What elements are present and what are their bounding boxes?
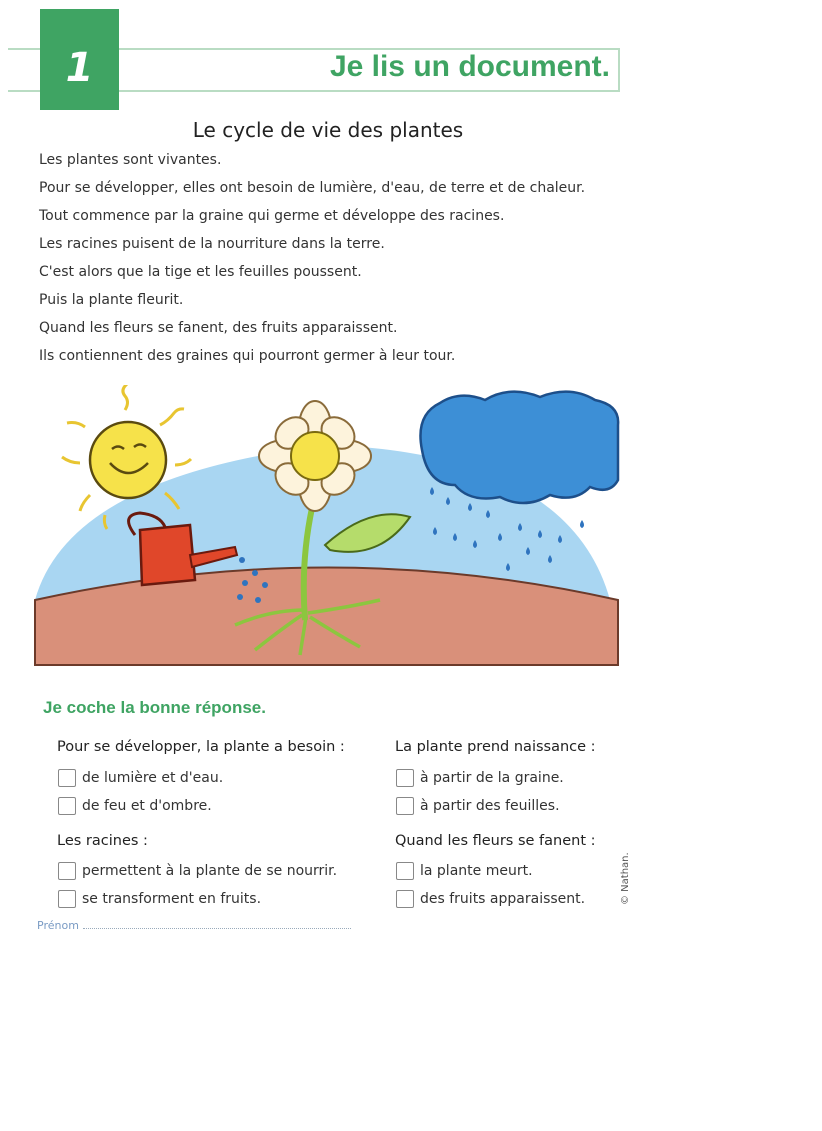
text-line: C'est alors que la tige et les feuilles poussent. [39, 264, 362, 280]
option-label: la plante meurt. [420, 863, 533, 879]
text-line: Les racines puisent de la nourriture dans la terre. [39, 236, 385, 252]
exercise-number-badge [40, 9, 119, 110]
option-label: se transforment en fruits. [82, 891, 262, 907]
checkbox[interactable] [396, 769, 414, 787]
copyright-text: © Nathan. [620, 852, 631, 905]
checkbox[interactable] [58, 890, 76, 908]
text-line: Pour se développer, elles ont besoin de lumière, d'eau, de terre et de chaleur. [39, 180, 586, 196]
option-label: à partir des feuilles. [420, 798, 560, 814]
text-line: Tout commence par la graine qui germe et développe des racines. [39, 208, 505, 224]
answer-option[interactable] [396, 795, 560, 817]
exercise-number: 1 [65, 45, 94, 91]
document-title: Le cycle de vie des plantes [192, 118, 464, 142]
copyright [620, 852, 631, 905]
checkbox[interactable] [58, 797, 76, 815]
checkbox[interactable] [396, 797, 414, 815]
option-label: à partir de la graine. [420, 770, 564, 786]
text-line: Les plantes sont vivantes. [39, 152, 222, 168]
question-prompt: La plante prend naissance : [395, 739, 596, 755]
answer-option[interactable] [58, 860, 337, 882]
prenom-line[interactable] [83, 918, 351, 929]
option-label: des fruits apparaissent. [420, 891, 586, 907]
question-prompt: Pour se développer, la plante a besoin : [57, 739, 345, 755]
document-text [39, 150, 585, 374]
checkbox[interactable] [58, 862, 76, 880]
checkbox[interactable] [58, 769, 76, 787]
answer-option[interactable] [396, 860, 533, 882]
exercise-title: Je coche la bonne réponse. [43, 698, 266, 717]
prenom-label: Prénom [37, 919, 79, 932]
prenom-field[interactable] [37, 918, 351, 932]
option-label: de lumière et d'eau. [82, 770, 224, 786]
answer-option[interactable] [58, 888, 261, 910]
plant-cycle-illustration [30, 385, 622, 670]
answer-option[interactable] [396, 767, 564, 789]
option-label: de feu et d'ombre. [82, 798, 212, 814]
answer-option[interactable] [396, 888, 585, 910]
text-line: Ils contiennent des graines qui pourront germer à leur tour. [39, 348, 456, 364]
answer-option[interactable] [58, 795, 212, 817]
question-prompt: Les racines : [57, 833, 148, 849]
checkbox[interactable] [396, 890, 414, 908]
question-prompt: Quand les fleurs se fanent : [395, 833, 596, 849]
text-line: Quand les fleurs se fanent, des fruits apparaissent. [39, 320, 398, 336]
checkbox[interactable] [396, 862, 414, 880]
option-label: permettent à la plante de se nourrir. [82, 863, 338, 879]
page-title: Je lis un document. [329, 50, 610, 83]
answer-option[interactable] [58, 767, 223, 789]
text-line: Puis la plante fleurit. [39, 292, 184, 308]
